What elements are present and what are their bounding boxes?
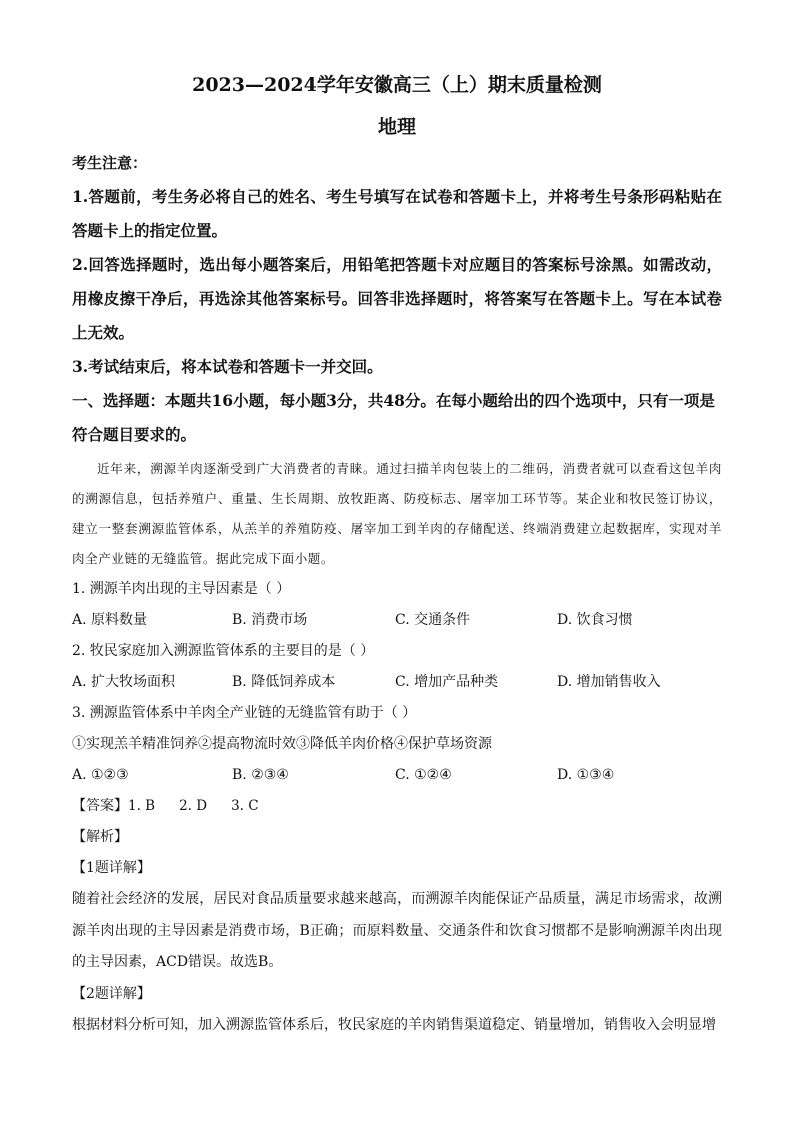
analysis-label: 【解析】	[72, 829, 128, 845]
option-d: D. ①③④	[557, 767, 615, 783]
question-2-stem: 2. 牧民家庭加入溯源监管体系的主要目的是（ ）	[72, 643, 375, 659]
exam-title: 2023—2024学年安徽高三（上）期末质量检测	[192, 74, 602, 96]
reading-material: 近年来，溯源羊肉逐渐受到广大消费者的青睐。通过扫描羊肉包装上的二维码，消费者就可以查看这包羊肉的溯源信息，包括养殖户、重量、生长周期、放牧距离、防疫标志、屠宰加工环节等。某企业和牧民签订协议，建立一整套溯源监管体系，从羔羊的养殖防疫、屠宰加工到羊肉的存储配送、终端消费建立起数据库，实现对羊肉全产业链的无缝监管。据此完成下面小题。	[72, 461, 722, 566]
answer-1: 1. B	[128, 798, 156, 814]
option-a: A. ①②③	[72, 767, 129, 783]
option-b: B. 降低饲养成本	[232, 674, 336, 690]
detail-1-label: 【1题详解】	[72, 860, 151, 876]
question-2-options	[72, 667, 722, 698]
detail-2-label: 【2题详解】	[72, 985, 151, 1002]
question-1-stem: 1. 溯源羊肉出现的主导因素是（ ）	[72, 581, 291, 597]
option-c: C. ①②④	[395, 767, 452, 783]
option-c: C. 增加产品种类	[395, 674, 499, 690]
answer-2: 2. D	[179, 798, 208, 814]
question-3-stem: 3. 溯源监管体系中羊肉全产业链的无缝监管有助于（ ）	[72, 705, 417, 721]
option-b: B. ②③④	[232, 767, 289, 783]
answer-tag: 【答案】	[72, 798, 128, 814]
option-d: D. 增加销售收入	[557, 674, 661, 690]
subject-title: 地理	[377, 116, 416, 138]
notice-item-3: 3.考试结束后，将本试卷和答题卡一并交回。	[72, 357, 383, 376]
answer-line	[72, 791, 722, 822]
notice-heading: 考生注意：	[72, 154, 148, 172]
question-3-statements: ①实现羔羊精准饲养②提高物流时效③降低羊肉价格④保护草场资源	[72, 736, 492, 752]
question-1-options	[72, 605, 722, 636]
option-a: A. 原料数量	[72, 612, 148, 628]
notice-item-1: 1.答题前，考生务必将自己的姓名、考生号填写在试卷和答题卡上，并将考生号条形码粘贴在答题卡上的指定位置。	[72, 187, 722, 240]
section-heading: 一、选择题：本题共16小题，每小题3分，共48分。在每小题给出的四个选项中，只有一项是符合题目要求的。	[72, 391, 715, 444]
answer-3: 3. C	[231, 798, 259, 814]
option-b: B. 消费市场	[232, 612, 308, 628]
question-3-options	[72, 760, 722, 791]
option-a: A. 扩大牧场面积	[72, 674, 176, 690]
detail-2-text: 根据材料分析可知，加入溯源监管体系后，牧民家庭的羊肉销售渠道稳定、销量增加，销售收入会明显增	[72, 1016, 716, 1033]
notice-item-2: 2.回答选择题时，选出每小题答案后，用铅笔把答题卡对应题目的答案标号涂黑。如需改动，用橡皮擦干净后，再选涂其他答案标号。回答非选择题时，将答案写在答题卡上。写在本试卷上无效。	[72, 255, 722, 342]
option-d: D. 饮食习惯	[557, 612, 633, 628]
option-c: C. 交通条件	[395, 612, 471, 628]
detail-1-text: 随着社会经济的发展，居民对食品质量要求越来越高，而溯源羊肉能保证产品质量，满足市场需求，故溯源羊肉出现的主导因素是消费市场，B正确；而原料数量、交通条件和饮食习惯都不是影响溯源羊肉出现的主导因素，ACD错误。故选B。	[72, 891, 722, 970]
